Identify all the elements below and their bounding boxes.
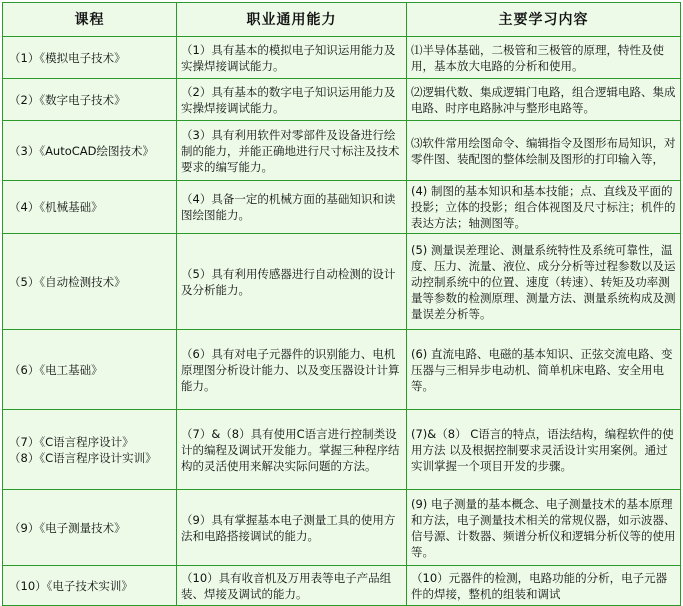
table-row [3,490,681,566]
content-cell: (9) 电子测量的基本概念、电子测量技术的基本原理和方法，电子测量技术相关的常规仪器，如示波器、信号源、计数器、频谱分析仪和逻辑分析仪等的使用等。 [407,490,681,566]
curriculum-table [2,2,681,606]
course-name: （10）《电子技术实训》 [9,578,133,593]
ability-cell: （7）&（8）具有使用C语言进行控制类设计的编程及调试开发能力。掌握三种程序结构的灵活使用来解决实际问题的方法。 [177,410,407,490]
course-name: （6）《电工基础》 [9,362,103,377]
table-row [3,410,681,490]
course-cell [3,37,177,79]
course-name: （1）《模拟电子技术》 [9,50,126,65]
table-row [3,79,681,121]
ability-cell: （4）具备一定的机械方面的基础知识和读图绘图能力。 [177,181,407,234]
course-name: （8）《C语言程序设计实训》 [9,450,157,465]
course-cell [3,121,177,181]
course-cell [3,234,177,330]
content-cell: （10）元器件的检测，电路功能的分析，电子元器件的焊接，整机的组装和调试 [407,566,681,606]
content-cell: ⑴半导体基础，二极管和三极管的原理，特性及使用，基本放大电路的分析和使用。 [407,37,681,79]
ability-cell: （2）具有基本的数字电子知识运用能力及实操焊接调试能力。 [177,79,407,121]
table-row [3,121,681,181]
course-cell [3,490,177,566]
table-row [3,181,681,234]
course-name: （3）《AutoCAD绘图技术》 [9,143,155,158]
table-row [3,234,681,330]
table-row [3,566,681,606]
course-name: （4）《机械基础》 [9,200,103,214]
course-name: （5）《自动检测技术》 [9,274,126,289]
header-course: 课程 [3,3,177,37]
ability-cell: （5）具有利用传感器进行自动检测的设计及分析能力。 [177,234,407,330]
course-cell [3,410,177,490]
content-cell: (4) 制图的基本知识和基本技能；点、直线及平面的投影；立体的投影；组合体视图及尺寸标注；机件的表达方法；轴测图等。 [407,181,681,234]
ability-cell: （9）具有掌握基本电子测量工具的使用方法和电路搭接调试的能力。 [177,490,407,566]
curriculum-table-wrapper [2,2,681,606]
course-name: （9）《电子测量技术》 [9,520,126,535]
content-cell: (5) 测量误差理论、测量系统特性及系统可靠性，温度、压力、流量、液位、成分分析等过程参数以及运动控制系统中的位置、速度（转速）、转矩及功率测量等参数的检测原理、测量方法、测量系统构成及测量误差分析等。 [407,234,681,330]
ability-cell: （3）具有利用软件对零部件及设备进行绘制的能力，并能正确地进行尺寸标注及技术要求的编写能力。 [177,121,407,181]
content-cell: (6) 直流电路、电磁的基本知识、正弦交流电路、变压器与三相异步电动机、简单机床电路、安全用电等。 [407,330,681,410]
course-cell [3,79,177,121]
table-row [3,330,681,410]
course-name: （7）《C语言程序设计》 [9,434,134,449]
ability-cell: （10）具有收音机及万用表等电子产品组装、焊接及调试的能力。 [177,566,407,606]
course-cell [3,330,177,410]
course-cell [3,566,177,606]
content-cell: ⑵逻辑代数、集成逻辑门电路，组合逻辑电路、集成电路、时序电路脉冲与整形电路等。 [407,79,681,121]
content-cell: ⑶软件常用绘图命令、编辑指令及图形布局知识，对零件图、装配图的整体绘制及图形的打印输入等， [407,121,681,181]
header-ability: 职业通用能力 [177,3,407,37]
table-header-row [3,3,681,37]
table-row [3,37,681,79]
course-name: （2）《数字电子技术》 [9,92,126,107]
ability-cell: （1）具有基本的模拟电子知识运用能力及实操焊接调试能力。 [177,37,407,79]
ability-cell: （6）具有对电子元器件的识别能力、电机原理图分析设计能力、以及变压器设计计算能力。 [177,330,407,410]
content-cell: (7)&（8） C语言的特点，语法结构，编程软件的使用方法 以及根据控制要求灵活设计实用案例。通过实训掌握一个项目开发的步骤。 [407,410,681,490]
course-cell [3,181,177,234]
header-content: 主要学习内容 [407,3,681,37]
